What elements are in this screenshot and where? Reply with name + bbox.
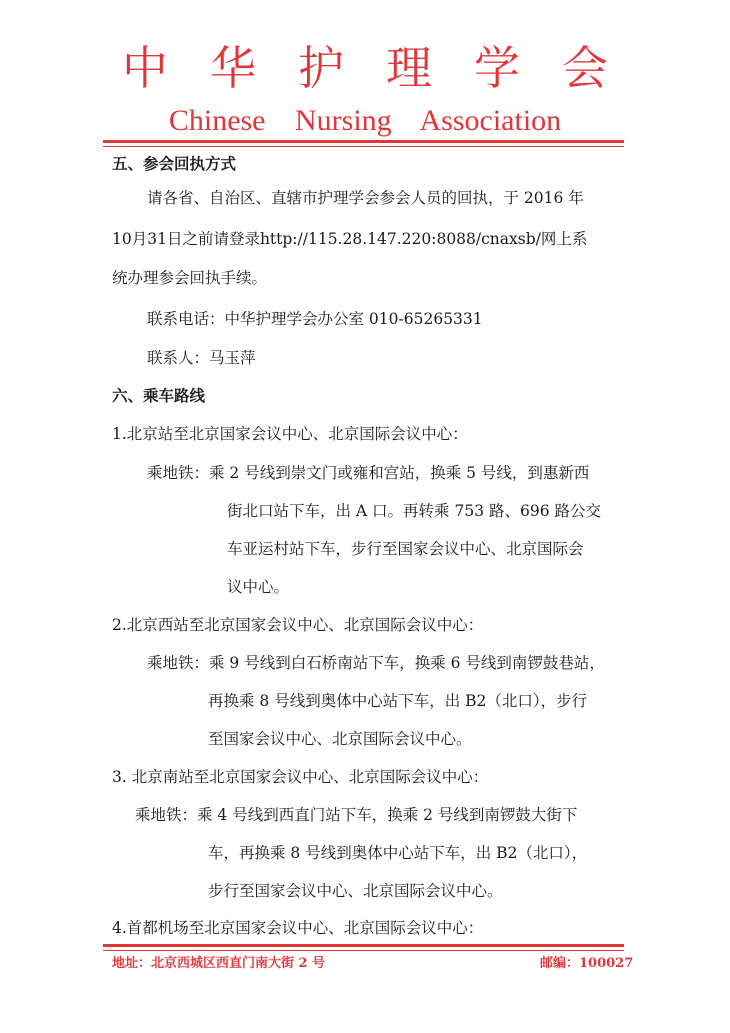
contact-person: 联系人：马玉萍: [147, 349, 256, 367]
route-3-line-2: 车，再换乘 8 号线到奥体中心站下车，出 B2（北口），: [208, 844, 588, 862]
route-2-title: 2.北京西站至北京国家会议中心、北京国际会议中心：: [112, 616, 484, 634]
section6-heading: 六、乘车路线: [112, 386, 206, 405]
contact-phone: 联系电话：中华护理学会办公室 010-65265331: [147, 310, 483, 328]
route-2-line-2: 再换乘 8 号线到奥体中心站下车，出 B2（北口），步行: [208, 692, 588, 710]
section5-paragraph-line-3: 统办理参会回执手续。: [112, 269, 268, 287]
route-4-title: 4.首都机场至北京国家会议中心、北京国际会议中心：: [112, 919, 484, 937]
header-rule-thick: [103, 140, 624, 143]
route-3-line-1: 乘地铁：乘 4 号线到西直门站下车，换乘 2 号线到南锣鼓大街下: [135, 806, 578, 824]
footer-rule-thin: [103, 950, 624, 951]
letterhead-english-name: Chinese Nursing Association: [168, 104, 562, 137]
route-1-line-4: 议中心。: [227, 578, 290, 596]
route-1-line-2: 街北口站下车，出 A 口。再转乘 753 路、696 路公交: [227, 502, 601, 520]
footer-rule-thick: [103, 944, 624, 947]
route-2-line-3: 至国家会议中心、北京国际会议中心。: [208, 730, 472, 748]
route-3-title: 3. 北京南站至北京国家会议中心、北京国际会议中心：: [112, 768, 489, 786]
section5-heading: 五、参会回执方式: [112, 154, 237, 173]
section5-paragraph-line-2: 10月31日之前请登录http://115.28.147.220:8088/cnaxsb/网上系: [112, 230, 588, 248]
footer-postcode: 邮编：100027: [540, 956, 634, 971]
route-3-line-3: 步行至国家会议中心、北京国际会议中心。: [208, 882, 503, 900]
route-2-line-1: 乘地铁：乘 9 号线到白石桥南站下车，换乘 6 号线到南锣鼓巷站，: [147, 654, 605, 672]
route-1-line-1: 乘地铁：乘 2 号线到崇文门或雍和宫站，换乘 5 号线，到惠新西: [147, 464, 590, 482]
route-1-line-3: 车亚运村站下车，步行至国家会议中心、北京国际会: [227, 540, 584, 558]
route-1-title: 1.北京站至北京国家会议中心、北京国际会议中心：: [112, 425, 468, 443]
header-rule-thin: [103, 146, 624, 147]
footer-address: 地址：北京西城区西直门南大街 2 号: [112, 956, 326, 971]
section5-paragraph-line-1: 请各省、自治区、直辖市护理学会参会人员的回执，于 2016 年: [147, 189, 584, 207]
letterhead-chinese-name: 中华护理学会: [122, 41, 650, 95]
